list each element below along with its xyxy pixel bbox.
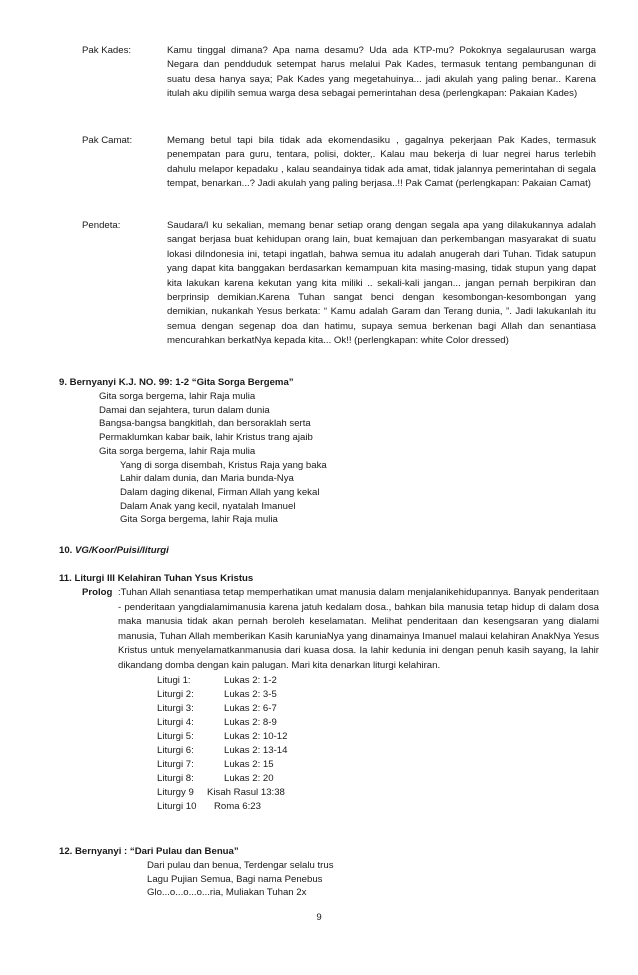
liturgy-reference: Lukas 2: 8-9: [224, 716, 277, 728]
liturgy-name: Liturgi 3:: [157, 702, 194, 714]
section-title: 9. Bernyanyi K.J. NO. 99: 1-2 “Gita Sorga Bergema”: [59, 377, 294, 388]
section-12-song: [59, 845, 599, 900]
prolog-label: Prolog: [82, 587, 113, 598]
prolog-text-block: [118, 586, 599, 674]
song-line: Lahir dalam dunia, dan Maria bunda-Nya: [120, 473, 294, 485]
liturgy-reference: Lukas 2: 6-7: [224, 702, 277, 714]
dialogue-text: [167, 134, 596, 192]
speaker-label: Pendeta:: [82, 220, 121, 231]
liturgy-name: Liturgi 2:: [157, 688, 194, 700]
liturgy-row: [157, 772, 599, 786]
liturgy-row: [157, 800, 599, 814]
section-title: [59, 544, 599, 558]
prolog: [59, 586, 599, 674]
section-title: 11. Liturgi III Kelahiran Tuhan Ysus Kristus: [59, 573, 254, 584]
song-line: Damai dan sejahtera, turun dalam dunia: [99, 404, 270, 416]
speaker-label: Pak Kades:: [82, 45, 132, 56]
liturgy-row: [157, 758, 599, 772]
song-line: Glo...o...o...o...ria, Muliakan Tuhan 2x: [147, 887, 307, 899]
liturgy-name: Liturgi 7:: [157, 759, 194, 771]
song-lines: [147, 859, 599, 900]
song-verse-2: [120, 459, 599, 528]
section-11-liturgy: [59, 572, 599, 815]
song-line: Bangsa-bangsa bangkitlah, dan bersoraklah serta: [99, 418, 311, 430]
song-line: Yang di sorga disembah, Kristus Raja yang baka: [120, 459, 327, 471]
liturgy-row: [157, 702, 599, 716]
song-verse-1: [99, 390, 599, 459]
liturgy-row: [157, 716, 599, 730]
dialogue-pendeta: [82, 219, 596, 349]
prolog-text: :Tuhan Allah senantiasa tetap memperhatikan umat manusia dalam menjalanikehidupannya. Banyak penderitaan - penderitaan yangdialamimanusia karena jatuh kedalam dosa., bahkan bila manusia tetap hidup di dalam dosa maka manusia tidak akan pernah beroleh keselamatan. Melihat penderitaan dan kesengsaran yang dialami manusia, Tuhan Allah memberikan Kasih karuniaNya yang dinamainya Imanuel malaui kelahiran AnakNya Yesus Kristus untuk menyelamatkanmanusia dari kuasa dosa. Ia lahir kedunia ini dengan penuh kasih sayang, Ia lahir dikandang domba dengan kain palugan. Mari kita denarkan liturgi kelahiran.: [118, 587, 599, 671]
section-9-song: [59, 376, 599, 527]
dialogue-line: Memang betul tapi bila tidak ada ekomendasiku , gagalnya pekerjaan Pak Kades, termasuk penempatan para guru, tentara, polisi, dokter,. Kalau mau bekerja di luar negrei harus terlebih dahulu melapor kepadaku , kalau seandainya tidak ada amat, tidak jalannya pemerintahan di segala tempat, benarkan...? Jadi akulah yang paling berjasa..!! Pak Camat (perlengkapan: Pakaian Camat): [167, 135, 596, 190]
liturgy-reference: Kisah Rasul 13:38: [207, 787, 285, 799]
liturgy-reference: Lukas 2: 20: [224, 773, 274, 785]
liturgy-reference: Lukas 2: 15: [224, 759, 274, 771]
dialogue-text: [167, 219, 596, 349]
liturgy-reference: Lukas 2: 1-2: [224, 674, 277, 686]
liturgy-reference: Lukas 2: 10-12: [224, 730, 288, 742]
liturgy-row: [157, 730, 599, 744]
liturgy-name: Liturgi 5:: [157, 730, 194, 742]
liturgy-row: [157, 674, 599, 688]
page-number: 9: [316, 912, 322, 923]
liturgy-reference: Roma 6:23: [214, 801, 261, 813]
song-line: Permaklumkan kabar baik, lahir Kristus trang ajaib: [99, 432, 313, 444]
section-10: [59, 544, 599, 558]
dialogue-pak-camat: [82, 134, 596, 192]
liturgy-row: [157, 786, 599, 800]
liturgy-reference: Lukas 2: 13-14: [224, 745, 288, 757]
song-line: Gita sorga bergema, lahir Raja mulia: [99, 445, 256, 457]
song-line: Lagu Pujian Semua, Bagi nama Penebus: [147, 873, 323, 885]
liturgy-reference: Lukas 2: 3-5: [224, 688, 277, 700]
liturgy-name: Liturgi 6:: [157, 745, 194, 757]
song-line: Gita sorga bergema, lahir Raja mulia: [99, 391, 256, 402]
dialogue-text: [167, 44, 596, 102]
song-line: Dalam daging dikenal, Firman Allah yang kekal: [120, 486, 320, 498]
liturgy-row: [157, 744, 599, 758]
liturgy-name: Litugi 1:: [157, 674, 191, 686]
song-line: Dari pulau dan benua, Terdengar selalu trus: [147, 860, 334, 871]
dialogue-line: Kamu tinggal dimana? Apa nama desamu? Uda ada KTP-mu? Pokoknya segalaurusan warga Negara dan pendduduk setempat harus melalui Pak Kades, termasuk tentang pembangunan di suatu desa hanya saya; Pak Kades yang megetahuinya... jadi akulah yang paling benar.. Karena itulah aku dipilih semua warga desa sebagai pemerintahan desa (perlengkapan: Pakaian Kades): [167, 45, 596, 100]
song-line: Gita Sorga bergema, lahir Raja mulia: [120, 514, 278, 526]
liturgy-row: [157, 688, 599, 702]
dialogue-line: Saudara/I ku sekalian, memang benar setiap orang dengan segala apa yang dilakukannya adalah sangat berjasa buat kehidupan orang lain, buat kemajuan dan perkembangan masyarakat di suatu lokasi diIndonesia ini, tetapi ingatlah, bahwa semua itu adalah anugerah dari Tuhan. Tidak satupun yang dapat kita banggakan berdasarkan kemampuan kita masing-masing, tidak stupun yang dapat kita lakukan karena kekutan yang kita miliki .. sekali-kali jangan... jangan pernah berpikiran dan berprinsip demikian.Karena Tuhan sangat benci dengan kesombongan-kesombongan yang demikian, nukankah Yesus berkata: “ Kamu adalah Garam dan Terang dunia, ”. Jadi lakukanlah itu semua dengan segenap doa dan hatimu, supaya semua berkenan bagi Allah dan senantiasa mencurahkan berkatNya kepada kita... Ok!! (perlengkapan: white Color dressed): [167, 220, 596, 347]
section-number: 10.: [59, 545, 73, 556]
section-title: 12. Bernyanyi : “Dari Pulau dan Benua”: [59, 846, 239, 857]
section-title-text: VG/Koor/Puisi/liturgi: [75, 545, 169, 556]
song-line: Dalam Anak yang kecil, nyatalah Imanuel: [120, 500, 296, 512]
liturgy-name: Liturgi 4:: [157, 716, 194, 728]
liturgy-name: Liturgi 10: [157, 801, 197, 813]
liturgy-list: [157, 674, 599, 815]
speaker-label: Pak Camat:: [82, 135, 133, 146]
dialogue-pak-kades: [82, 44, 596, 102]
liturgy-name: Liturgy 9: [157, 787, 194, 799]
liturgy-name: Liturgi 8:: [157, 773, 194, 785]
